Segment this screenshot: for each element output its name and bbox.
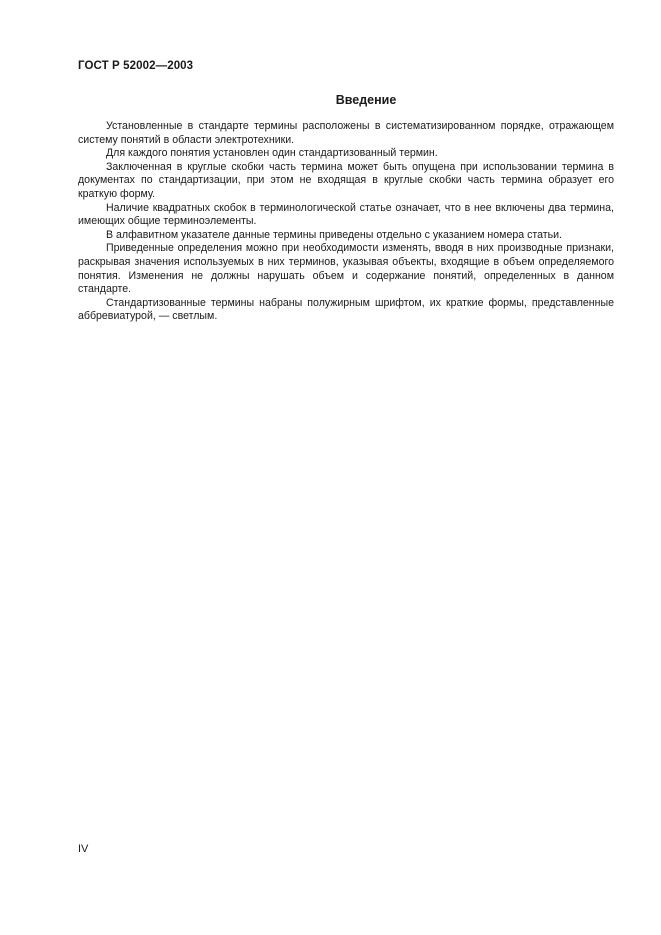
paragraph: Наличие квадратных скобок в терминологической статье означает, что в нее включены два термина, имеющих общие терминоэлементы. — [78, 201, 614, 228]
paragraph: Приведенные определения можно при необходимости изменять, вводя в них производные признаки, раскрывая значения используемых в них терминов, указывая объекты, входящие в объем определяемого понятия. Изменения не должны нарушать объем и содержание понятий, определенных в данном стандарте. — [78, 242, 614, 296]
paragraph: Стандартизованные термины набраны полужирным шрифтом, их краткие формы, представленные аббревиатурой, — светлым. — [78, 296, 614, 323]
paragraph: Установленные в стандарте термины расположены в систематизированном порядке, отражающем систему понятий в области электротехники. — [78, 120, 614, 146]
document-header: ГОСТ Р 52002—2003 — [78, 60, 194, 72]
paragraph: Заключенная в круглые скобки часть термина может быть опущена при использовании термина в документах по стандартизации, при этом не входящая в круглые скобки часть термина образует его краткую форму. — [78, 160, 614, 200]
page-number: IV — [78, 843, 89, 855]
body-text — [78, 120, 614, 324]
section-title: Введение — [335, 93, 397, 107]
paragraph: В алфавитном указателе данные термины приведены отдельно с указанием номера статьи. — [106, 228, 562, 241]
paragraph: Для каждого понятия установлен один стандартизованный термин. — [106, 147, 438, 160]
